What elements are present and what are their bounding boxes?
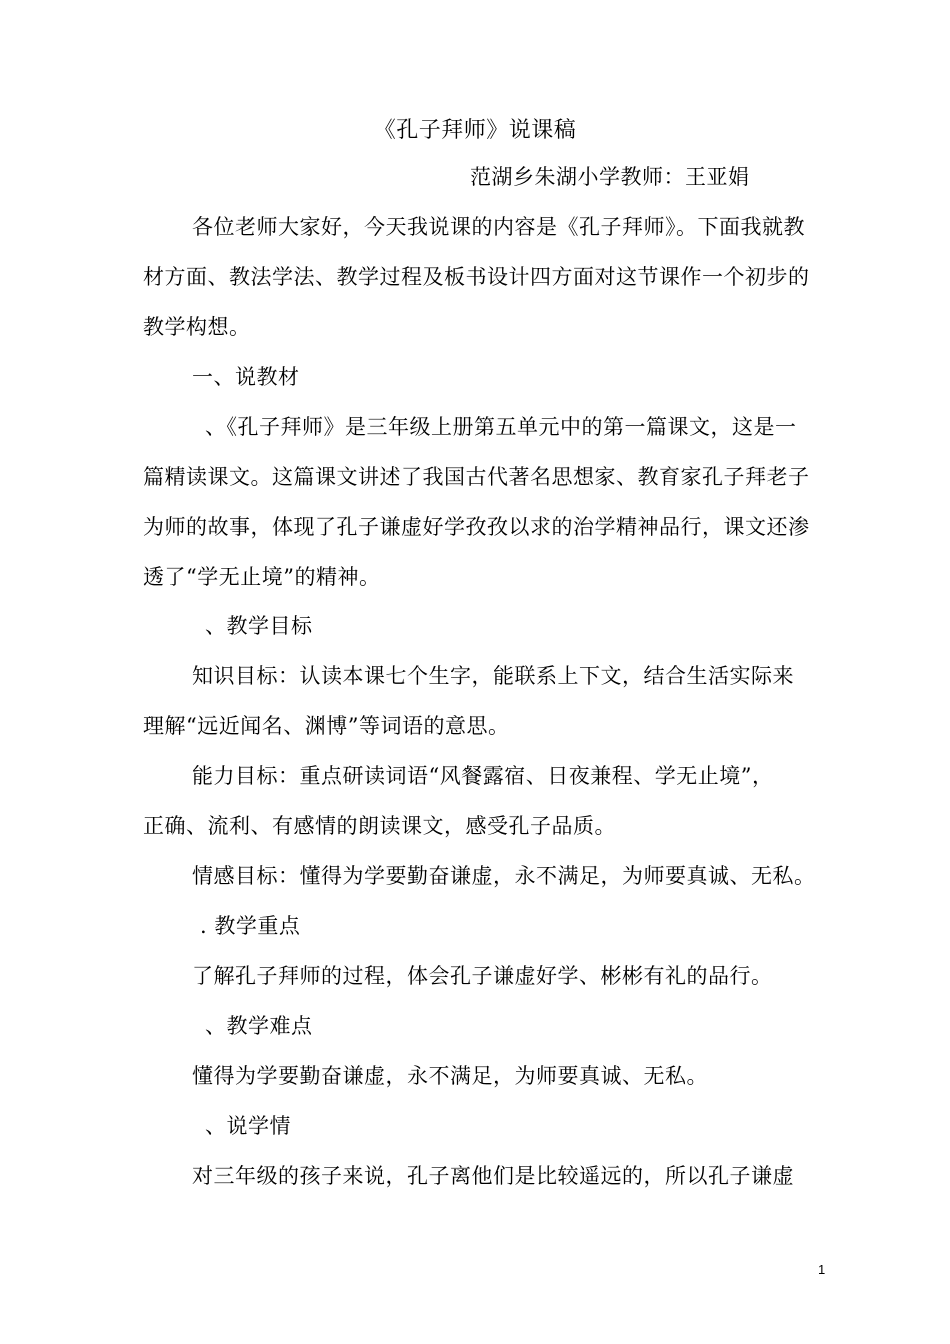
- paragraph-line: 正确、流利、有感情的朗读课文，感受孔子品质。: [143, 814, 616, 838]
- section-heading: 一、说教材: [192, 365, 300, 389]
- paragraph-line: 为师的故事，体现了孔子谦虚好学孜孜以求的治学精神品行，课文还渗: [143, 515, 810, 539]
- paragraph-line: 对三年级的孩子来说，孔子离他们是比较遥远的，所以孔子谦虚: [192, 1164, 794, 1188]
- subsection-heading: 、教学目标: [205, 614, 313, 638]
- paragraph-line: 教学构想。: [143, 315, 251, 339]
- author-line: 范湖乡朱湖小学教师：王亚娟: [470, 165, 750, 189]
- paragraph-line: 了解孔子拜师的过程，体会孔子谦虚好学、彬彬有礼的品行。: [192, 964, 773, 988]
- document-title: 《孔子拜师》说课稿: [373, 118, 577, 143]
- paragraph-line: 能力目标：重点研读词语“风餐露宿、日夜兼程、学无止境”，: [192, 764, 774, 788]
- page-number: 1: [818, 1262, 826, 1277]
- paragraph-line: 材方面、教法学法、教学过程及板书设计四方面对这节课作一个初步的: [143, 265, 810, 289]
- paragraph-line: 、《孔子拜师》是三年级上册第五单元中的第一篇课文，这是一: [205, 415, 797, 439]
- paragraph-line: 理解“远近闻名、渊博”等词语的意思。: [143, 714, 510, 738]
- paragraph-line: 透了“学无止境”的精神。: [143, 565, 381, 589]
- paragraph-line: 知识目标：认读本课七个生字，能联系上下文，结合生活实际来: [192, 664, 794, 688]
- paragraph-line: 懂得为学要勤奋谦虚，永不满足，为师要真诚、无私。: [192, 1064, 708, 1088]
- subsection-heading: 、教学难点: [205, 1014, 313, 1038]
- paragraph-line: 各位老师大家好，今天我说课的内容是《孔子拜师》。下面我就教: [192, 215, 805, 239]
- subsection-heading: . 教学重点: [200, 914, 301, 938]
- paragraph-line: 篇精读课文。这篇课文讲述了我国古代著名思想家、教育家孔子拜老子: [143, 465, 810, 489]
- subsection-heading: 、说学情: [205, 1114, 291, 1138]
- paragraph-line: 情感目标：懂得为学要勤奋谦虚，永不满足，为师要真诚、无私。: [192, 864, 816, 888]
